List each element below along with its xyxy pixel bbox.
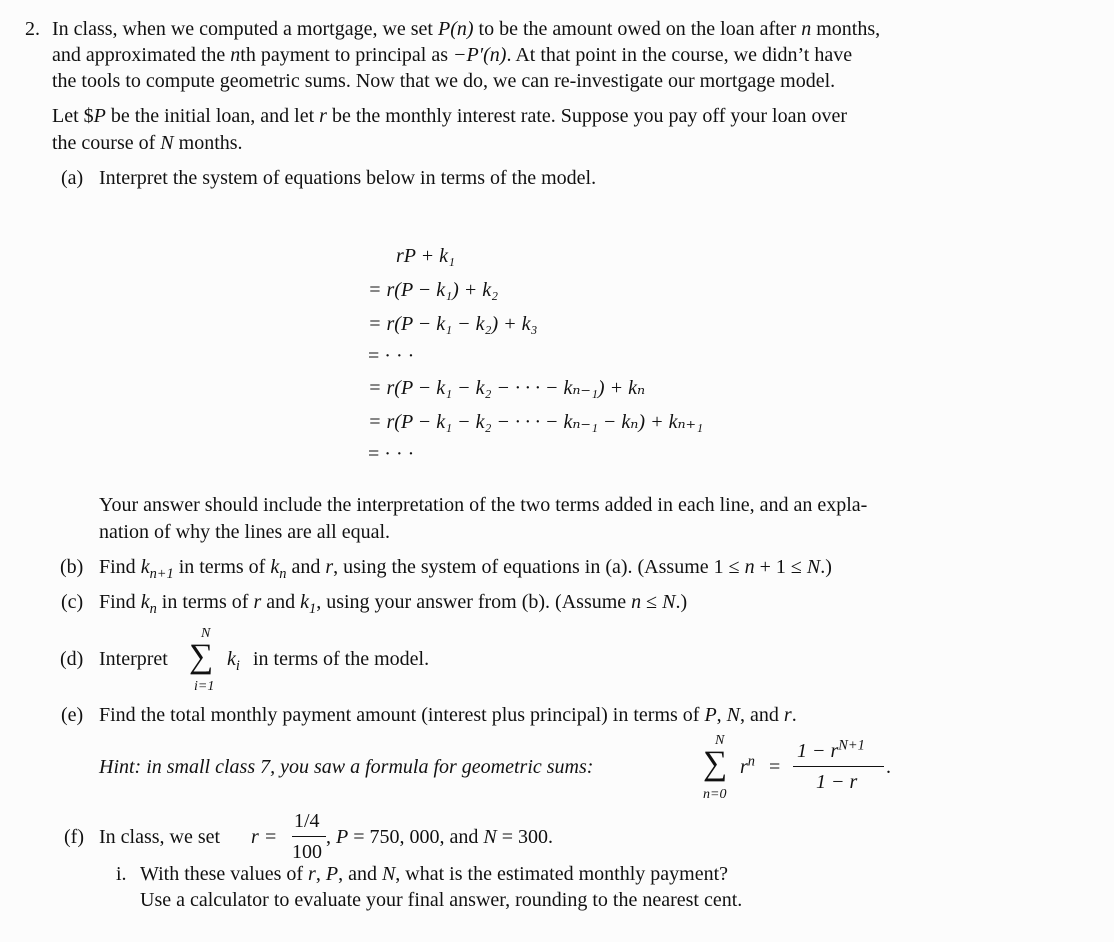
part-b-text: [99, 556, 832, 582]
math-k-n: $k_n$: [270, 556, 287, 582]
hint-equals: =: [769, 756, 781, 778]
part-f-fragment: = 300.: [496, 826, 553, 848]
part-c-fragment: ≤: [641, 591, 663, 613]
hint-fraction-numerator: [797, 737, 865, 762]
intro-text: months,: [811, 18, 881, 40]
part-c-fragment: Find: [99, 591, 141, 613]
hint-fraction-denominator: 1 − r: [816, 771, 858, 793]
math-r: r: [319, 105, 327, 127]
sum-term: [227, 648, 240, 674]
part-e-hint: Hint: in small class 7, you saw a formula for geometric sums:: [99, 756, 594, 778]
math-N: N: [726, 704, 741, 726]
math-n: n: [230, 44, 241, 66]
math-n: n: [744, 556, 755, 578]
part-e-fragment: .: [791, 704, 797, 726]
intro-text: to be the amount owed on the loan after: [473, 18, 802, 40]
part-f-subpart-i-line-1: [140, 864, 728, 884]
part-e-text: [99, 705, 797, 725]
part-c-fragment: in terms of: [156, 591, 254, 613]
hint-fraction-bar: [793, 766, 884, 767]
math-N: N: [662, 591, 676, 613]
subpart-fragment: , what is the estimated monthly payment?: [395, 863, 729, 885]
math-n: n: [801, 18, 812, 40]
part-b-fragment: .): [820, 556, 832, 578]
part-f-fraction-numerator: 1/4: [294, 810, 320, 832]
part-d-label: (d): [60, 648, 84, 670]
setup-line-1: [52, 106, 847, 126]
setup-text: the course of: [52, 132, 161, 154]
part-c-label: (c): [61, 591, 84, 613]
hint-sum-term-r: r: [740, 756, 748, 778]
intro-line-2: [52, 45, 852, 65]
part-f-r-equals: r =: [251, 826, 278, 848]
part-c-fragment: and: [261, 591, 301, 613]
math-r: r: [783, 704, 792, 726]
intro-text: In class, when we computed a mortgage, we set: [52, 18, 438, 40]
part-a-answer-line-1: Your answer should include the interpretation of the two terms added in each line, and an expla-: [99, 494, 868, 516]
intro-line-3: the tools to compute geometric sums. Now that we do, we can re-investigate our mortgage model.: [52, 70, 836, 92]
math-N: N: [160, 132, 174, 154]
equation-line-2: = r(P − k₁) + k₂: [368, 279, 499, 301]
hint-sum-upper-limit: N: [715, 733, 725, 748]
part-f-subpart-i-label: i.: [116, 863, 127, 885]
hint-sum-term-exponent: n: [747, 753, 755, 770]
part-b-label: (b): [60, 556, 84, 578]
intro-text: . At that point in the course, we didn’t have: [506, 44, 853, 66]
part-f-fraction-denominator: 100: [292, 841, 322, 863]
equation-line-6: = r(P − k₁ − k₂ − · · · − kₙ₋₁ − kₙ) + kₙ₊₁: [368, 411, 704, 433]
intro-text: and approximated the: [52, 44, 231, 66]
part-e-fragment: , and: [740, 704, 784, 726]
sum-upper-limit: N: [201, 626, 211, 641]
hint-period: .: [886, 756, 891, 778]
setup-text: Let $: [52, 105, 94, 127]
part-b-fragment: , using the system of equations in (a). (Assume 1 ≤: [333, 556, 745, 578]
part-b-fragment: + 1 ≤: [754, 556, 807, 578]
setup-text: be the monthly interest rate. Suppose you pay off your loan over: [326, 105, 848, 127]
part-d-text-a: Interpret: [99, 648, 168, 670]
math-k-n: $k_n$: [140, 591, 157, 617]
part-f-fragment: ,: [326, 826, 336, 848]
math-N: N: [806, 556, 821, 578]
math-Pn: P(n): [438, 18, 474, 40]
part-a-answer-line-2: nation of why the lines are all equal.: [99, 521, 391, 543]
math-k-1: $k_1$: [300, 591, 317, 617]
math-r: r: [253, 591, 262, 613]
math-N: N: [483, 826, 497, 848]
subpart-fragment: , and: [338, 863, 382, 885]
math-P: P: [704, 704, 717, 726]
part-b-fragment: in terms of: [173, 556, 271, 578]
part-f-label: (f): [64, 826, 84, 848]
math-P: P: [93, 105, 106, 127]
hint-sum-term: [740, 753, 755, 778]
equation-line-7: = · · ·: [368, 443, 415, 465]
math-k-n-plus-1: $k_{n+1}$: [140, 556, 174, 582]
part-c-fragment: , using your answer from (b). (Assume: [316, 591, 632, 613]
hint-frac-num-exponent: N+1: [838, 737, 865, 754]
part-f-subpart-i-line-2: Use a calculator to evaluate your final answer, rounding to the nearest cent.: [140, 889, 743, 911]
setup-text: months.: [173, 132, 243, 154]
part-e-label: (e): [61, 704, 84, 726]
hint-sigma-icon: ∑: [703, 745, 728, 782]
math-N: N: [381, 863, 396, 885]
sum-term-k: k: [227, 648, 236, 670]
part-e-fragment: ,: [716, 704, 727, 726]
setup-line-2: [52, 133, 243, 153]
part-c-text: [99, 591, 688, 617]
setup-text: be the initial loan, and let: [105, 105, 320, 127]
intro-text: th payment to principal as: [240, 44, 454, 66]
equation-line-1: rP + k₁: [396, 245, 455, 267]
problem-number: 2.: [25, 18, 40, 40]
sigma-icon: ∑: [189, 638, 214, 675]
part-b-fragment: Find: [99, 556, 141, 578]
math-n: n: [631, 591, 642, 613]
part-b-fragment: and: [286, 556, 326, 578]
equation-line-4: = · · ·: [368, 345, 415, 367]
math-P: P: [325, 863, 339, 885]
sum-lower-limit: i=1: [194, 679, 215, 694]
math-P: P: [336, 826, 349, 848]
equation-line-5: = r(P − k₁ − k₂ − · · · − kₙ₋₁) + kₙ: [368, 377, 646, 399]
hint-sum-lower-limit: n=0: [703, 787, 727, 802]
subpart-fragment: ,: [315, 863, 326, 885]
intro-line-1: [52, 19, 880, 39]
part-f-fraction-bar: [292, 836, 326, 837]
part-f-text-a: In class, we set: [99, 826, 221, 848]
part-a-label: (a): [61, 167, 84, 189]
part-a-text: Interpret the system of equations below in terms of the model.: [99, 167, 597, 189]
part-e-fragment: Find the total monthly payment amount (interest plus principal) in terms of: [99, 704, 705, 726]
part-d-text-b: in terms of the model.: [253, 648, 430, 670]
sum-term-subscript: i: [235, 658, 240, 674]
subpart-fragment: With these values of: [140, 863, 309, 885]
part-f-text-rest: [326, 827, 553, 847]
math-r: r: [308, 863, 316, 885]
math-Pprime: −P′(n): [453, 44, 507, 66]
math-r: r: [325, 556, 334, 578]
equation-line-3: = r(P − k₁ − k₂) + k₃: [368, 313, 538, 335]
part-c-fragment: .): [675, 591, 688, 613]
part-f-fragment: = 750, 000, and: [348, 826, 484, 848]
hint-frac-num-text: 1 − r: [797, 740, 839, 762]
